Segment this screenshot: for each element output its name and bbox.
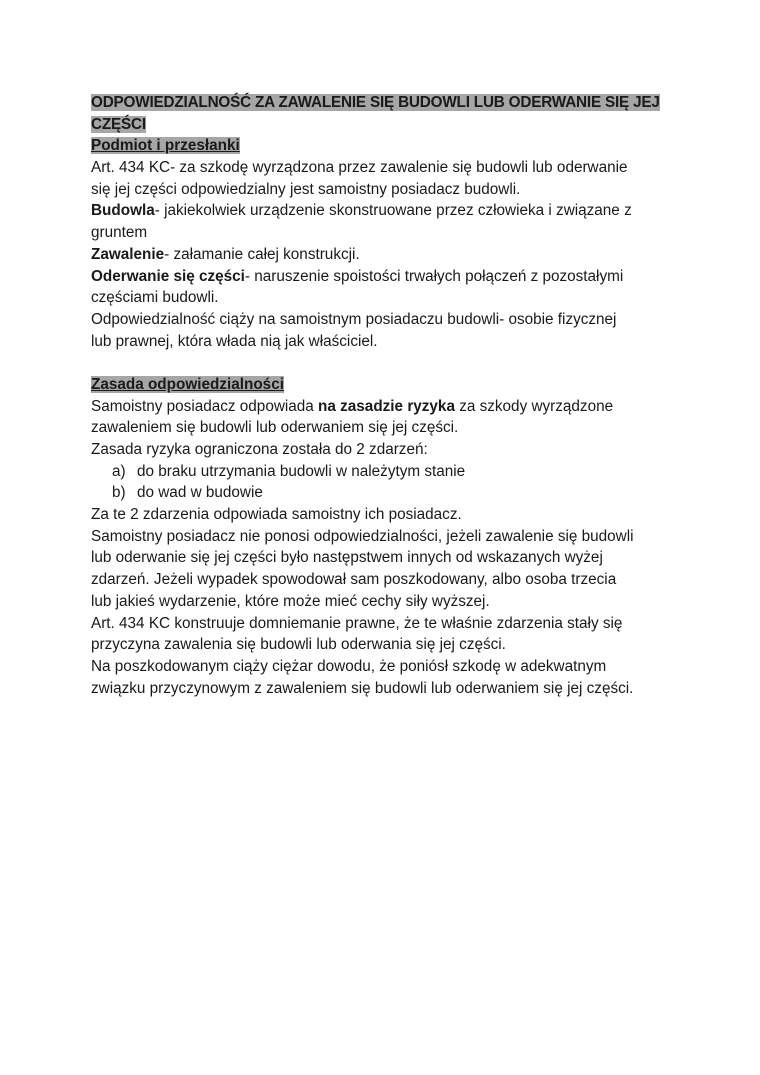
list-item [91,461,681,483]
list-item-text: do braku utrzymania budowli w należytym stanie [137,462,466,480]
paragraph-domniemanie-line-1: Art. 434 KC konstruuje domniemanie prawne, że te właśnie zdarzenia stały się [91,614,623,632]
definition-budowla-line-1 [91,200,681,222]
paragraph-posiadacz: Za te 2 zdarzenia odpowiada samoistny ich posiadacz. [91,506,462,524]
term-zasada-ryzyka: na zasadzie ryzyka [318,397,455,415]
paragraph-dowod-line-1: Na poszkodowanym ciąży ciężar dowodu, że poniósł szkodę w adekwatnym [91,657,607,675]
list-marker: b) [112,484,126,502]
definition-budowla-text: - jakiekolwiek urządzenie skonstruowane przez człowieka i związane z [154,202,632,220]
list-item-text: do wad w budowie [137,484,263,502]
list-item [91,482,681,504]
paragraph-wylaczenie-line-2: lub oderwanie się jej części było następstwem innych od wskazanych wyżej [91,549,603,567]
title-highlight-2: CZĘŚCI [91,115,146,133]
paragraph-ograniczenie: Zasada ryzyka ograniczona została do 2 zdarzeń: [91,441,428,458]
paragraph-domniemanie-line-2: przyczyna zawalenia się budowli lub oderwania się jej części. [91,636,506,654]
list-marker: a) [112,462,126,480]
paragraph-art-434-line-1: Art. 434 KC- za szkodę wyrządzona przez zawalenie się budowli lub oderwanie [91,159,628,177]
paragraph-dowod-line-2: związku przyczynowym z zawaleniem się budowli lub oderwaniem się jej części. [91,679,634,697]
definition-budowla-line-2: gruntem [91,224,148,242]
definition-zawalenie [91,244,681,266]
term-oderwanie: Oderwanie się części [91,267,245,285]
paragraph-ryzyko-line-1 [91,396,681,418]
definition-oderwanie-text: - naruszenie spoistości trwałych połączeń z pozostałymi [244,267,624,285]
section-heading-podmiot [91,135,681,157]
term-budowla: Budowla [91,202,155,220]
paragraph-wylaczenie-line-1: Samoistny posiadacz nie ponosi odpowiedzialności, jeżeli zawalenie się budowli [91,527,634,545]
paragraph-art-434-line-2: się jej części odpowiedzialny jest samoistny posiadacz budowli. [91,180,521,198]
paragraph-wylaczenie-line-3: zdarzeń. Jeżeli wypadek spowodował sam poszkodowany, albo osoba trzecia [91,571,617,589]
paragraph-odpowiedzialnosc-line-1: Odpowiedzialność ciąży na samoistnym posiadaczu budowli- osobie fizycznej [91,310,617,328]
definition-zawalenie-text: - załamanie całej konstrukcji. [164,245,360,263]
paragraph-ryzyko-pre: Samoistny posiadacz odpowiada [91,397,319,415]
heading-highlight-podmiot: Podmiot i przesłanki [91,137,240,155]
definition-oderwanie-line-2: częściami budowli. [91,289,219,307]
title-highlight-1: ODPOWIEDZIALNOŚĆ ZA ZAWALENIE SIĘ BUDOWLI LUB ODERWANIE SIĘ JEJ [91,94,660,111]
heading-highlight-zasada: Zasada odpowiedzialności [91,375,284,393]
definition-oderwanie-line-1 [91,266,681,288]
paragraph-gap [91,352,681,374]
paragraph-ryzyko-post: za szkody wyrządzone [454,397,614,415]
term-zawalenie: Zawalenie [91,245,165,263]
document-title-line-1 [91,92,681,114]
paragraph-wylaczenie-line-4: lub jakieś wydarzenie, które może mieć cechy siły wyższej. [91,592,490,610]
document-page [91,92,681,699]
document-title-line-2 [91,114,681,136]
paragraph-odpowiedzialnosc-line-2: lub prawnej, która włada nią jak właściciel. [91,332,378,350]
paragraph-ryzyko-line-2: zawaleniem się budowli lub oderwaniem się jej części. [91,419,459,437]
section-heading-zasada [91,374,681,396]
